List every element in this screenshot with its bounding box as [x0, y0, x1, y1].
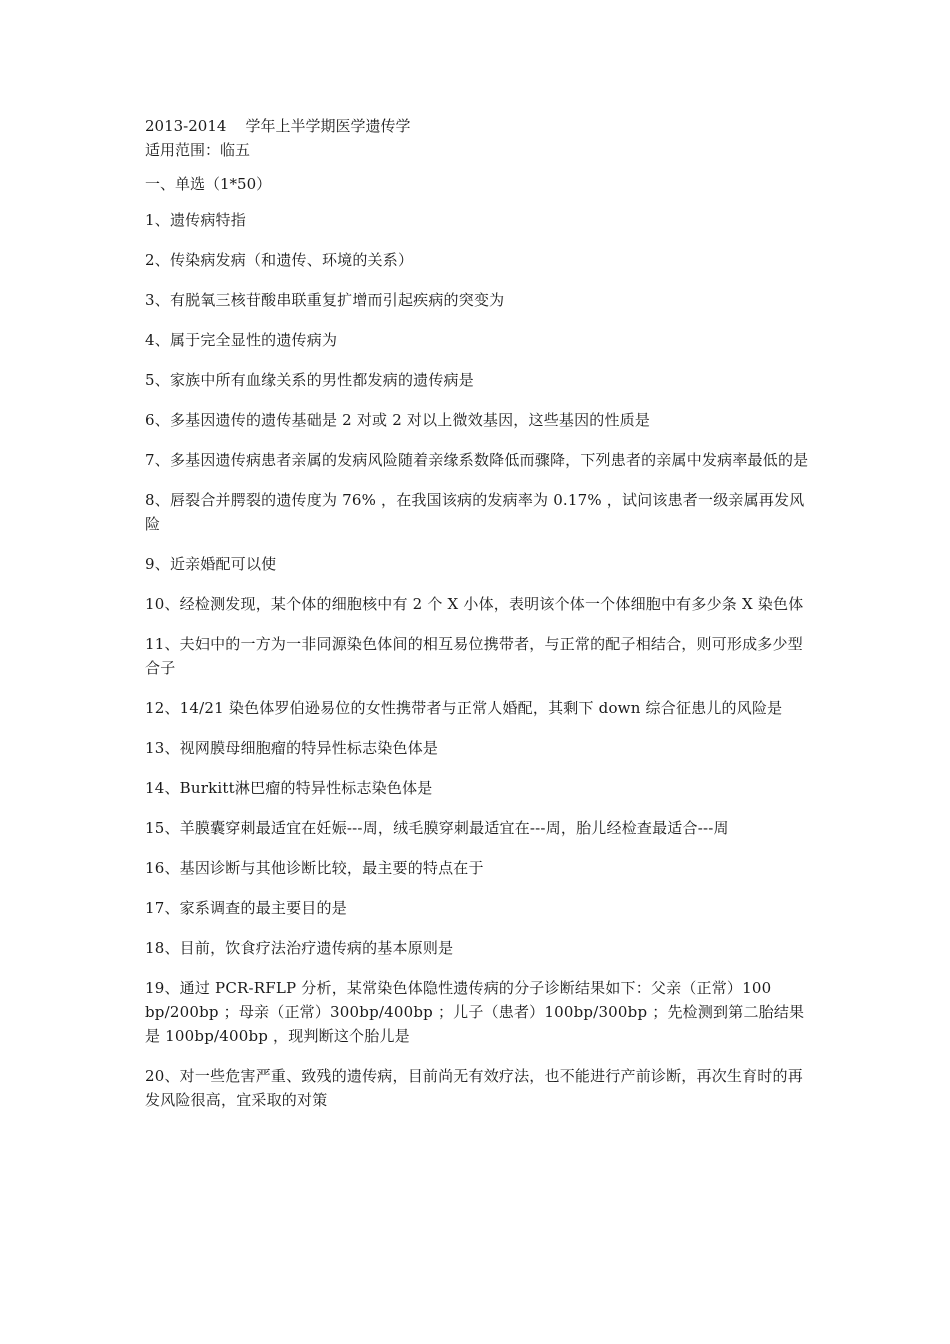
question-item: 2、传染病发病（和遗传、环境的关系）: [145, 251, 414, 269]
question-item: 3、有脱氧三核苷酸串联重复扩增而引起疾病的突变为: [145, 291, 505, 309]
question-item: 19、通过 PCR-RFLP 分析，某常染色体隐性遗传病的分子诊断结果如下：父亲（正常）100 bp/200bp ；母亲（正常）300bp/400bp ；儿子（患者）100bp/300bp ；先检测到第二胎结果是 100bp/400bp ，现判断这个胎儿是: [145, 979, 805, 1045]
header-block: [145, 114, 810, 162]
question-item: 7、多基因遗传病患者亲属的发病风险随着亲缘系数降低而骤降，下列患者的亲属中发病率最低的是: [145, 451, 809, 469]
question-item: 5、家族中所有血缘关系的男性都发病的遗传病是: [145, 371, 474, 389]
question-item: 10、经检测发现，某个体的细胞核中有 2 个 X 小体，表明该个体一个体细胞中有多少条 X 染色体: [145, 595, 804, 613]
question-item: 8、唇裂合并腭裂的遗传度为 76% ，在我国该病的发病率为 0.17% ，试问该患者一级亲属再发风险: [145, 491, 805, 533]
question-item: 18、目前，饮食疗法治疗遗传病的基本原则是: [145, 939, 454, 957]
question-item: 17、家系调查的最主要目的是: [145, 899, 347, 917]
question-item: 4、属于完全显性的遗传病为: [145, 331, 338, 349]
question-item: 14、Burkitt淋巴瘤的特异性标志染色体是: [145, 779, 433, 797]
question-item: 11、夫妇中的一方为一非同源染色体间的相互易位携带者，与正常的配子相结合，则可形成多少型合子: [145, 635, 803, 677]
scope-line: 适用范围：临五: [145, 141, 251, 159]
document-content: [145, 114, 810, 1112]
question-item: 6、多基因遗传的遗传基础是 2 对或 2 对以上微效基因，这些基因的性质是: [145, 411, 651, 429]
exam-title: 2013-2014 学年上半学期医学遗传学: [145, 117, 411, 135]
question-item: 12、14/21 染色体罗伯逊易位的女性携带者与正常人婚配，其剩下 down 综合征患儿的风险是: [145, 699, 783, 717]
question-item: 16、基因诊断与其他诊断比较，最主要的特点在于: [145, 859, 484, 877]
question-item: 13、视网膜母细胞瘤的特异性标志染色体是: [145, 739, 439, 757]
question-item: 1、遗传病特指: [145, 211, 246, 229]
section-heading: 一、单选（1*50）: [145, 175, 272, 193]
question-item: 9、近亲婚配可以使: [145, 555, 277, 573]
question-item: 15、羊膜囊穿刺最适宜在妊娠---周，绒毛膜穿刺最适宜在---周，胎儿经检查最适合---周: [145, 819, 729, 837]
question-item: 20、对一些危害严重、致残的遗传病，目前尚无有效疗法，也不能进行产前诊断，再次生育时的再发风险很高，宜采取的对策: [145, 1067, 803, 1109]
